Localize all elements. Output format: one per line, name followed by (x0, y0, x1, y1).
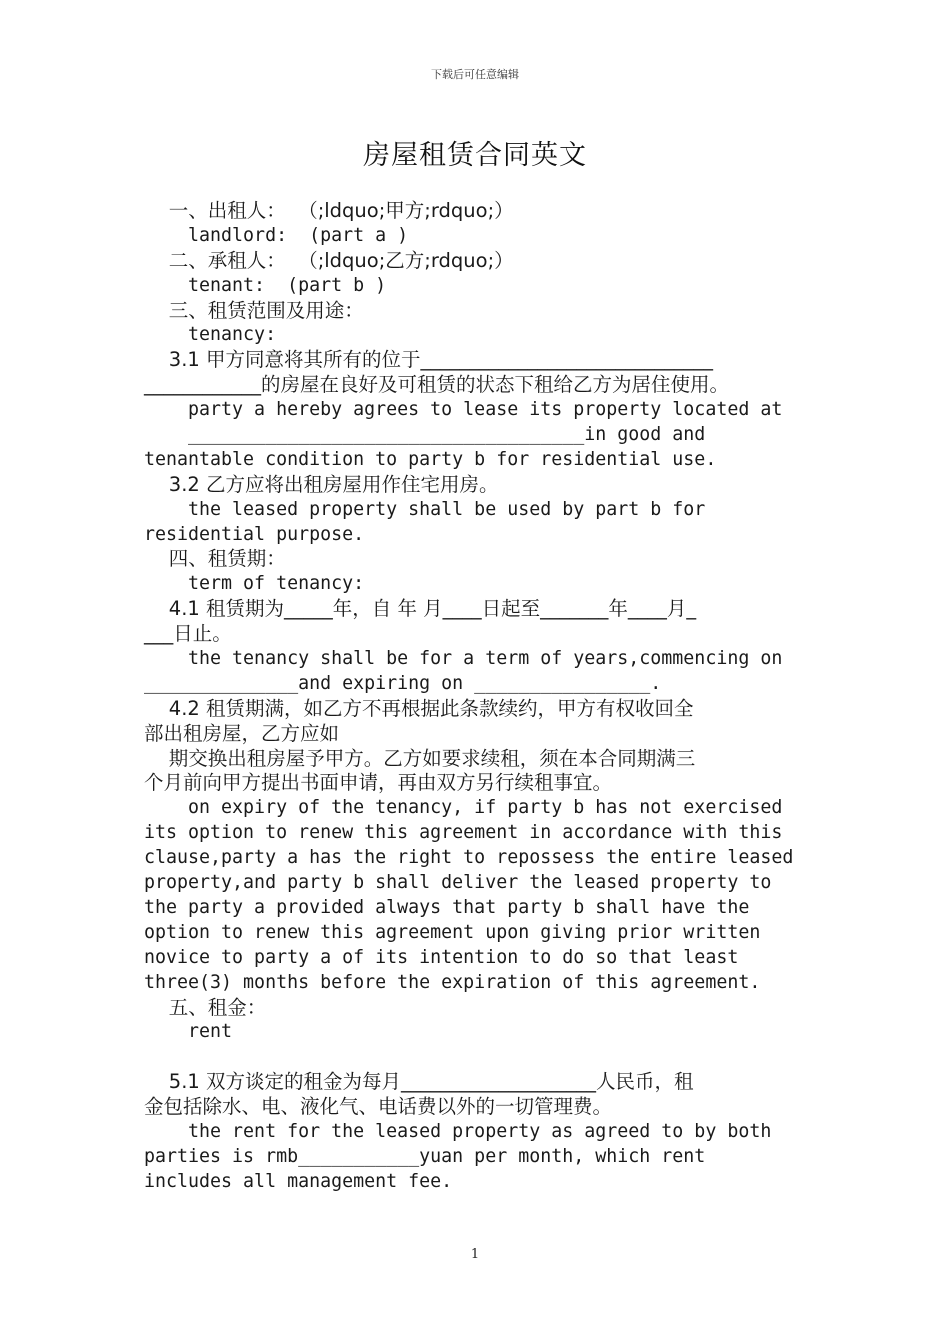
section-heading-term-cn: 四、租赁期： (144, 547, 286, 571)
contract-body (144, 199, 812, 1195)
clause-4-1-cn: 4.1 租赁期为_____年，自 年 月____日起至_______年____月_ (144, 597, 697, 621)
clause-4-2-cn: 4.2 租赁期满，如乙方不再根据此条款续约，甲方有权收回全 (144, 696, 694, 720)
clause-3-2-en-cont: residential purpose. (144, 523, 365, 545)
clause-3-2-en: the leased property shall be used by part b for (144, 498, 706, 520)
clause-4-2-en-cont: clause,party a has the right to repossess the entire leased (144, 847, 794, 869)
clause-5-1-cn-cont: 金包括除水、电、液化气、电话费以外的一切管理费。 (144, 1095, 613, 1119)
blank-line (144, 1045, 812, 1070)
clause-4-2-en: on expiry of the tenancy, if party b has not exercised (144, 797, 783, 819)
clause-4-1-en: the tenancy shall be for a term of years,commencing on (144, 648, 783, 670)
clause-landlord-cn: 一、出租人： （;ldquo;甲方;rdquo;） (144, 199, 514, 222)
section-heading-rent-en: rent (144, 1021, 233, 1043)
section-heading-rent-cn: 五、租金： (144, 995, 267, 1019)
clause-3-1-en-cont: ____________________________________in good and (144, 424, 706, 446)
section-heading-term-en: term of tenancy: (144, 573, 365, 595)
section-heading-tenancy-en: tenancy: (144, 324, 277, 346)
clause-landlord-en: landlord: (part a ) (144, 224, 409, 246)
clause-tenant-en: tenant: (part b ) (144, 274, 387, 296)
clause-5-1-en-cont: parties is rmb___________yuan per month, which rent (144, 1145, 706, 1167)
clause-4-2-cn-cont: 部出租房屋，乙方应如 (144, 721, 340, 745)
clause-3-1-en-cont: tenantable condition to party b for residential use. (144, 448, 717, 470)
clause-4-2-en-cont: its option to renew this agreement in accordance with this (144, 822, 783, 844)
clause-3-1-cn-cont: ____________的房屋在良好及可租赁的状态下租给乙方为居住使用。 (144, 373, 730, 397)
clause-4-2-en-cont: three(3) months before the expiration of this agreement. (144, 971, 761, 993)
clause-4-2-cn-cont: 个月前向甲方提出书面申请，再由双方另行续租事宜。 (144, 771, 613, 795)
clause-4-1-cn-cont: ___日止。 (144, 622, 232, 646)
section-heading-tenancy-cn: 三、租赁范围及用途： (144, 298, 364, 322)
clause-3-1-cn: 3.1 甲方同意将其所有的位于______________________________ (144, 348, 714, 372)
document-title: 房屋租赁合同英文 (363, 140, 587, 171)
clause-tenant-cn: 二、承租人： （;ldquo;乙方;rdquo;） (144, 248, 514, 272)
clause-4-2-cn-cont: 期交换出租房屋予甲方。乙方如要求续租，须在本合同期满三 (144, 746, 696, 770)
clause-5-1-en-cont: includes all management fee. (144, 1170, 453, 1192)
page-number: 1 (470, 1247, 480, 1262)
clause-4-1-en-cont: ______________and expiring on ________________. (144, 672, 662, 694)
clause-4-2-en-cont: property,and party b shall deliver the leased property to (144, 872, 772, 894)
clause-4-2-en-cont: the party a provided always that party b shall have the (144, 896, 750, 918)
clause-5-1-cn: 5.1 双方谈定的租金为每月____________________人民币，租 (144, 1070, 694, 1094)
header-note: 下载后可任意编辑 (431, 68, 519, 81)
clause-3-2-cn: 3.2 乙方应将出租房屋用作住宅用房。 (144, 472, 499, 496)
clause-4-2-en-cont: option to renew this agreement upon giving prior written (144, 921, 761, 943)
clause-4-2-en-cont: novice to party a of its intention to do so that least (144, 946, 739, 968)
clause-3-1-en: party a hereby agrees to lease its property located at (144, 399, 783, 421)
clause-5-1-en: the rent for the leased property as agreed to by both (144, 1120, 772, 1142)
